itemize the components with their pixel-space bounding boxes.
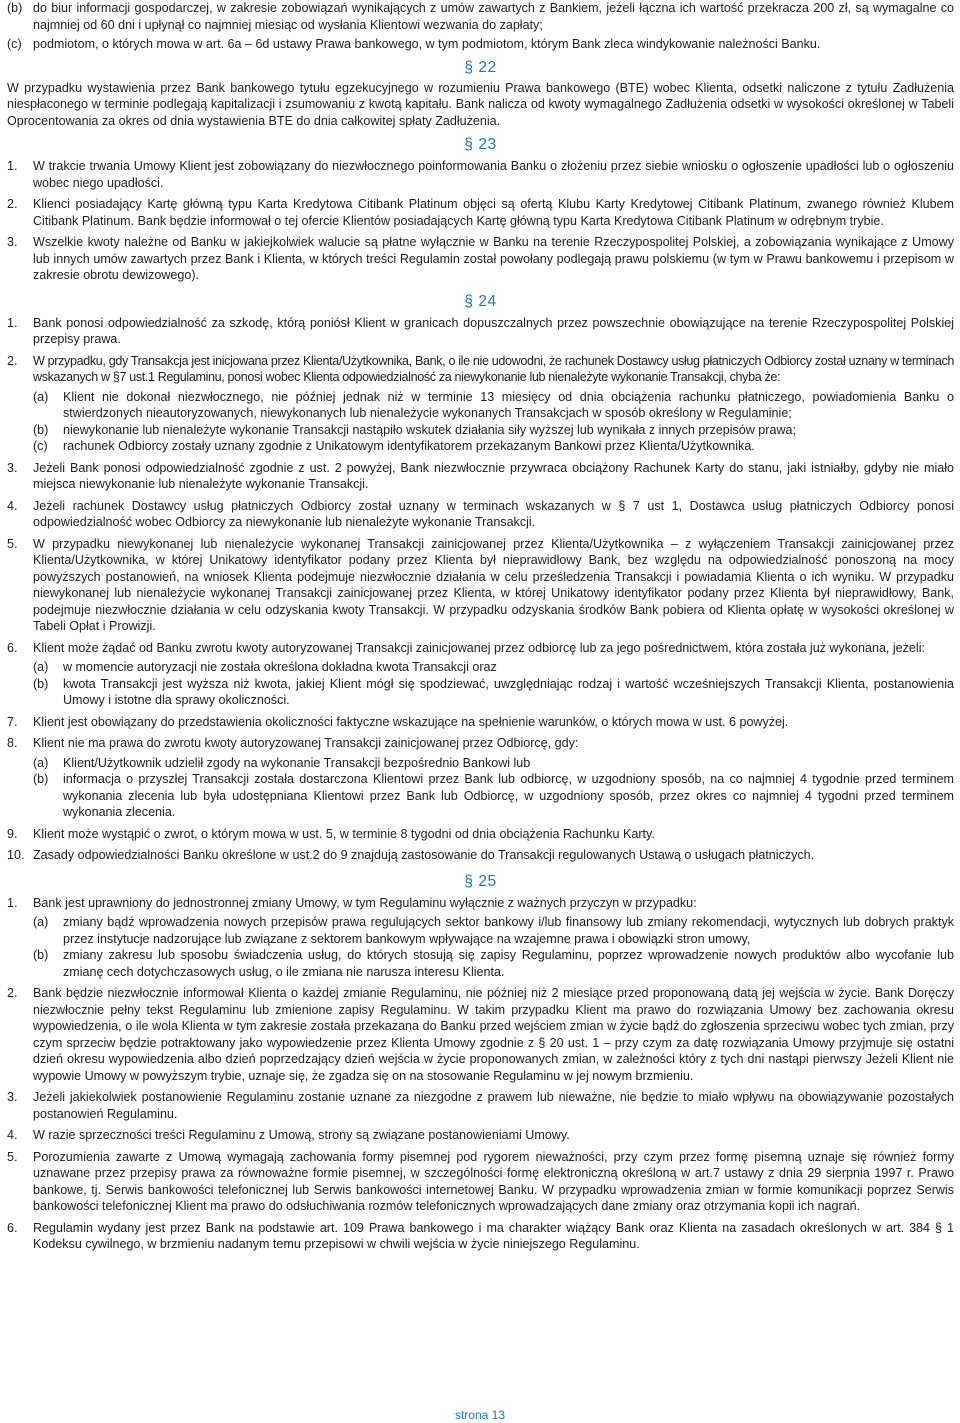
item-text: W trakcie trwania Umowy Klient jest zobowiązany do niezwłocznego poinformowania Banku o złożeniu przez siebie wniosku o ogłoszenie upadłości lub o ogłoszeniu wobec niego upadłości.	[33, 159, 954, 190]
item-number: 1.	[7, 159, 18, 173]
sub-item	[33, 947, 954, 980]
sub-item-text: Klient/Użytkownik udzielił zgody na wykonanie Transakcji bezpośrednio Bankowi lub	[63, 755, 531, 770]
item-number: 3.	[7, 1090, 18, 1104]
list-item	[7, 498, 954, 531]
sub-item-text: zmiany zakresu lub sposobu świadczenia usług, do których stosują się zapisy Regulaminu, poprzez wprowadzenie nowych produktów albo wycofanie lub zmianę cech dotychczasowych usług, o ile zmiana nie narusza interesu Klienta.	[63, 948, 954, 979]
item-text: Porozumienia zawarte z Umową wymagają zachowania formy pisemnej pod rygorem nieważności, przy czym przez formę pisemną uznaje się również formy uznawane przez przepisy prawa za równoważne formie pisemnej, w szczególności formę elektroniczną określoną w art.7 ustawy z dnia 29 sierpnia 1997 r. Prawo bankowe, tj. Serwis bankowości telefonicznej lub Serwis bankowości internetowej Banku. W przypadku wprowadzenia zmian w formie komunikacji poprzez Serwis bankowości telefonicznej Klient ma prawo do odsłuchiwania rozmów telefonicznych wprowadzających dane zmiany oraz otrzymania kopii ich nagrań.	[33, 1149, 954, 1213]
item-number: 8.	[7, 736, 18, 750]
item-text: do biur informacji gospodarczej, w zakresie zobowiązań wynikających z umów zawartych z Bankiem, jeżeli łączna ich wartość przekracza 200 zł, są wymagalne co najmniej od 60 dni i upłynął co najmniej miesiąc od wysłania Klientowi wezwania do zapłaty;	[33, 1, 954, 32]
sub-item-text: Klient nie dokonał niezwłocznego, nie później jednak niż w terminie 13 miesięcy od dnia obciążenia rachunku płatniczego, powiadomienia Banku o stwierdzonych nieautoryzowanych, niewykonanych lub nienależycie wykonanych Transakcjach w sposób określony w Regulaminie;	[63, 389, 954, 420]
item-text: Bank będzie niezwłocznie informował Klienta o każdej zmianie Regulaminu, nie później niż 2 miesiące przed proponowaną datą jej wejścia w życie. Bank Doręczy niezwłocznie pełny tekst Regulaminu lub zmienione zapisy Regulaminu. W takim przypadku Klient ma prawo do rozwiązania Umowy bez zachowania okresu wypowiedzenia, o ile wola Klienta w tym zakresie została przekazana do Banku przed wejściem zmian w życie bądź do zgłoszenia sprzeciwu wobec tych zmian, przy czym sprzeciw będzie potraktowany jako wypowiedzenie przez Klienta Umowy zgodnie z § 20 ust. 1 – przy czym za datę rozwiązania Umowy przyjmuje się ostatni dzień okresu wypowiedzenia albo dzień poprzedzający dzień wejścia w życie proponowanych zmian, w zależności który z tych dni nastąpi pierwszy Jeżeli Klient nie wypowie Umowy w powyższym trybie, uznaje się, że zgadza się on na stosowanie Regulaminu w jej nowym brzmieniu.	[33, 986, 954, 1083]
list-item	[7, 985, 954, 1084]
item-number: 4.	[7, 498, 18, 513]
item-text: W przypadku niewykonanej lub nienależycie wykonanej Transakcji zainicjowanej przez Klienta/Użytkownika – z wyłączeniem Transakcji zainicjowanej przez Klienta/Użytkownika, w której Unikatowy identyfikator podany przez Klienta był nieprawidłowy Bank, bez względu na odpowiedzialność ponoszoną na mocy powyższych postanowień, na wniosek Klienta podejmuje niezwłocznie działania w celu prześledzenia Transakcji i powiadamia Klienta o ich wyniku. W przypadku niewykonanej lub nienależycie wykonanej Transakcji zainicjowanej przez Klienta, w której Unikatowy identyfikator podany przez Klienta był nieprawidłowy, Bank, podejmuje niezwłocznie działania w celu odzyskania kwoty Transakcji. W przypadku odzyskania środków Bank pobiera od Klienta opłatę w wysokości określonej w Tabeli Opłat i Prowizji.	[33, 536, 954, 633]
sub-item	[33, 771, 954, 821]
list-item	[7, 36, 954, 53]
sub-item	[33, 438, 954, 455]
list-item	[7, 460, 954, 493]
list-item	[7, 826, 954, 843]
list-item	[7, 536, 954, 635]
item-text: W przypadku, gdy Transakcja jest inicjowana przez Klienta/Użytkownika, Bank, o ile nie udowodni, że rachunek Dostawcy usług płatniczych Odbiorcy został uznany w terminach wskazanych w §7 ust.1 Regulaminu, ponosi wobec Klienta odpowiedzialność za niewykonanie lub nienależyte wykonanie Transakcji, chyba że:	[33, 353, 954, 384]
sub-item	[33, 676, 954, 709]
sub-item	[33, 914, 954, 947]
item-text: Klient może wystąpić o zwrot, o którym mowa w ust. 5, w terminie 8 tygodni od dnia obciążenia Rachunku Karty.	[33, 826, 655, 841]
sub-item-text: w momencie autoryzacji nie została określona dokładna kwota Transakcji oraz	[63, 660, 497, 674]
item-text: W razie sprzeczności treści Regulaminu z Umową, strony są związane postanowieniami Umowy.	[33, 1128, 570, 1142]
item-number: 4.	[7, 1128, 18, 1142]
sub-item-marker: (a)	[33, 389, 49, 404]
item-number: 5.	[7, 536, 18, 551]
item-number: 6.	[7, 1220, 18, 1235]
sub-item	[33, 422, 954, 439]
item-number: 3.	[7, 235, 18, 249]
item-text: podmiotom, o których mowa w art. 6a – 6d ustawy Prawa bankowego, w tym podmiotom, którym Bank zleca windykowanie należności Banku.	[33, 37, 821, 51]
item-text: Jeżeli rachunek Dostawcy usług płatniczych Odbiorcy został uznany w terminach wskazanych w § 7 ust 1, Dostawca usług płatniczych Odbiorcy ponosi odpowiedzialność wobec Odbiorcy za niewykonanie lub nienależyte wykonanie Transakcji.	[33, 498, 954, 529]
item-number: 6.	[7, 640, 18, 655]
section-22-paragraph: W przypadku wystawienia przez Bank bankowego tytułu egzekucyjnego w rozumieniu Prawa bankowego (BTE) wobec Klienta, odsetki naliczone z tytułu Zadłużenia niespłaconego w terminie podlegają kapitalizacji i zsumowaniu z kwotą kapitału. Bank nalicza od kwoty wymagalnego Zadłużenia odsetki w wysokości określonej w Tabeli Oprocentowania za okres od dnia wystawienia BTE do dnia całkowitej spłaty Zadłużenia.	[7, 80, 954, 128]
item-number: 2.	[7, 197, 18, 211]
item-number: 5.	[7, 1149, 18, 1164]
item-text: Zasady odpowiedzialności Banku określone w ust.2 do 9 znajdują zastosowanie do Transakcji regulowanych Ustawą o usługach płatniczych.	[33, 848, 815, 862]
sub-item	[33, 659, 954, 676]
item-number: 1.	[7, 895, 18, 910]
item-text: Klient jest obowiązany do przedstawienia okoliczności faktyczne wskazujące na spełnienie warunków, o których mowa w ust. 6 powyżej.	[33, 714, 789, 729]
list-item	[7, 158, 954, 191]
list-item	[7, 735, 954, 752]
list-item	[7, 640, 954, 657]
section-heading-24: § 24	[464, 292, 497, 310]
page-number: strona 13	[454, 1408, 506, 1422]
sub-item-text: niewykonanie lub nienależyte wykonanie Transakcji nastąpiło wskutek działania siły wyższej lub wynikała z innych przepisów prawa;	[63, 422, 796, 437]
sub-item-marker: (a)	[33, 755, 49, 770]
item-number: 1.	[7, 315, 18, 330]
list-item	[7, 1089, 954, 1122]
item-number: 7.	[7, 714, 18, 729]
item-text: Klient nie ma prawa do zwrotu kwoty autoryzowanej Transakcji zainicjowanej przez Odbiorcę, gdy:	[33, 736, 579, 750]
item-text: Jeżeli jakiekolwiek postanowienie Regulaminu zostanie uznane za niezgodne z prawem lub nieważne, nie będzie to miało wpływu na obowiązywanie pozostałych postanowień Regulaminu.	[33, 1090, 954, 1121]
sub-item-marker: (b)	[33, 772, 49, 786]
item-text: Bank jest uprawniony do jednostronnej zmiany Umowy, w tym Regulaminu wyłącznie z ważnych przyczyn w przypadku:	[33, 895, 697, 910]
list-item	[7, 1149, 954, 1215]
sub-item-marker: (b)	[33, 422, 49, 437]
item-text: Klient może żądać od Banku zwrotu kwoty autoryzowanej Transakcji zainicjowanej przez odbiorcę lub za jego pośrednictwem, która została już wykonana, jeżeli:	[33, 640, 925, 655]
sub-item	[33, 755, 954, 772]
list-item	[7, 714, 954, 731]
sub-item-marker: (c)	[33, 439, 48, 453]
list-item	[7, 196, 954, 229]
list-item	[7, 1220, 954, 1253]
item-text: Wszelkie kwoty należne od Banku w jakiejkolwiek walucie są płatne wyłącznie w Banku na terenie Rzeczypospolitej Polskiej, a zobowiązania wynikające z Umowy lub innych umów zawartych przez Bank i Klienta, w których treści Regulamin został powołany podlegają prawu polskiemu (w tym w Prawu bankowemu i przepisom w zakresie obrotu dewizowego).	[33, 235, 954, 282]
sub-item	[33, 389, 954, 422]
section-heading-23: § 23	[464, 136, 497, 153]
item-number: 9.	[7, 826, 18, 841]
sub-item-text: kwota Transakcji jest wyższa niż kwota, jakiej Klient mógł się spodziewać, uwzględniając rodzaj i wartość wcześniejszych Transakcji Klienta, postanowienia Umowy i istotne dla sprawy okoliczności.	[63, 676, 954, 707]
sub-item-marker: (a)	[33, 915, 49, 929]
list-item	[7, 847, 954, 864]
item-marker: (b)	[7, 1, 23, 15]
item-number: 10.	[7, 848, 25, 862]
list-item	[7, 1127, 954, 1144]
section-heading-22: § 22	[464, 58, 497, 76]
section-heading-25: § 25	[464, 872, 497, 890]
list-item	[7, 895, 954, 912]
item-text: Klienci posiadający Kartę główną typu Karta Kredytowa Citibank Platinum objęci są ofertą Klubu Karty Kredytowej Citibank Platinum, zwanego również Klubem Citibank Platinum. Bank będzie informował o tej ofercie Klientów posiadających Kartę główną typu Karta Kredytowa Citibank Platinum w odrębnym trybie.	[33, 197, 954, 228]
sub-item-text: zmiany bądź wprowadzenia nowych przepisów prawa regulujących sektor bankowy i/lub finansowy lub zmiany rekomendacji, wytycznych lub dobrych praktyk przez instytucje nadzorujące lub związane z sektorem bankowym wpływające na wzajemne prawa i obowiązki stron umowy,	[63, 915, 954, 946]
sub-item-marker: (b)	[33, 948, 49, 962]
item-number: 2.	[7, 353, 18, 368]
item-number: 2.	[7, 986, 18, 1000]
list-item	[7, 315, 954, 348]
sub-item-marker: (a)	[33, 660, 49, 674]
item-text: Bank ponosi odpowiedzialność za szkodę, którą poniósł Klient w granicach dopuszczalnych przez powszechnie obowiązujące na terenie Rzeczypospolitej Polskiej przepisy prawa.	[33, 315, 954, 346]
item-number: 3.	[7, 460, 18, 475]
sub-item-marker: (b)	[33, 676, 49, 691]
item-marker: (c)	[7, 37, 22, 51]
sub-item-text: informacja o przyszłej Transakcji została dostarczona Klientowi przez Bank lub odbiorcę, w uzgodniony sposób, na co najmniej 4 tygodnie przed terminem wykonania zlecenia lub była udostępniana Klientowi przez Bank lub Odbiorcę, w uzgodniony sposób, przez okres co najmniej 4 tygodni przed terminem wykonania zlecenia.	[63, 772, 954, 819]
list-item	[7, 234, 954, 284]
list-item	[7, 0, 954, 33]
item-text: Regulamin wydany jest przez Bank na podstawie art. 109 Prawa bankowego i ma charakter wiążący Bank oraz Klienta na zasadach określonych w art. 384 § 1 Kodeksu cywilnego, w brzmieniu nadanym temu przepisowi w chwili wejścia w życie niniejszego Regulaminu.	[33, 1220, 954, 1251]
item-text: Jeżeli Bank ponosi odpowiedzialność zgodnie z ust. 2 powyżej, Bank niezwłocznie przywraca obciążony Rachunek Karty do stanu, jaki istniałby, gdyby nie miało miejsca niewykonanie lub nienależyte wykonanie Transakcji.	[33, 460, 954, 491]
sub-item-text: rachunek Odbiorcy zostały uznany zgodnie z Unikatowym identyfikatorem przekazanym Bankowi przez Klienta/Użytkownika.	[63, 439, 755, 453]
list-item	[7, 353, 954, 386]
